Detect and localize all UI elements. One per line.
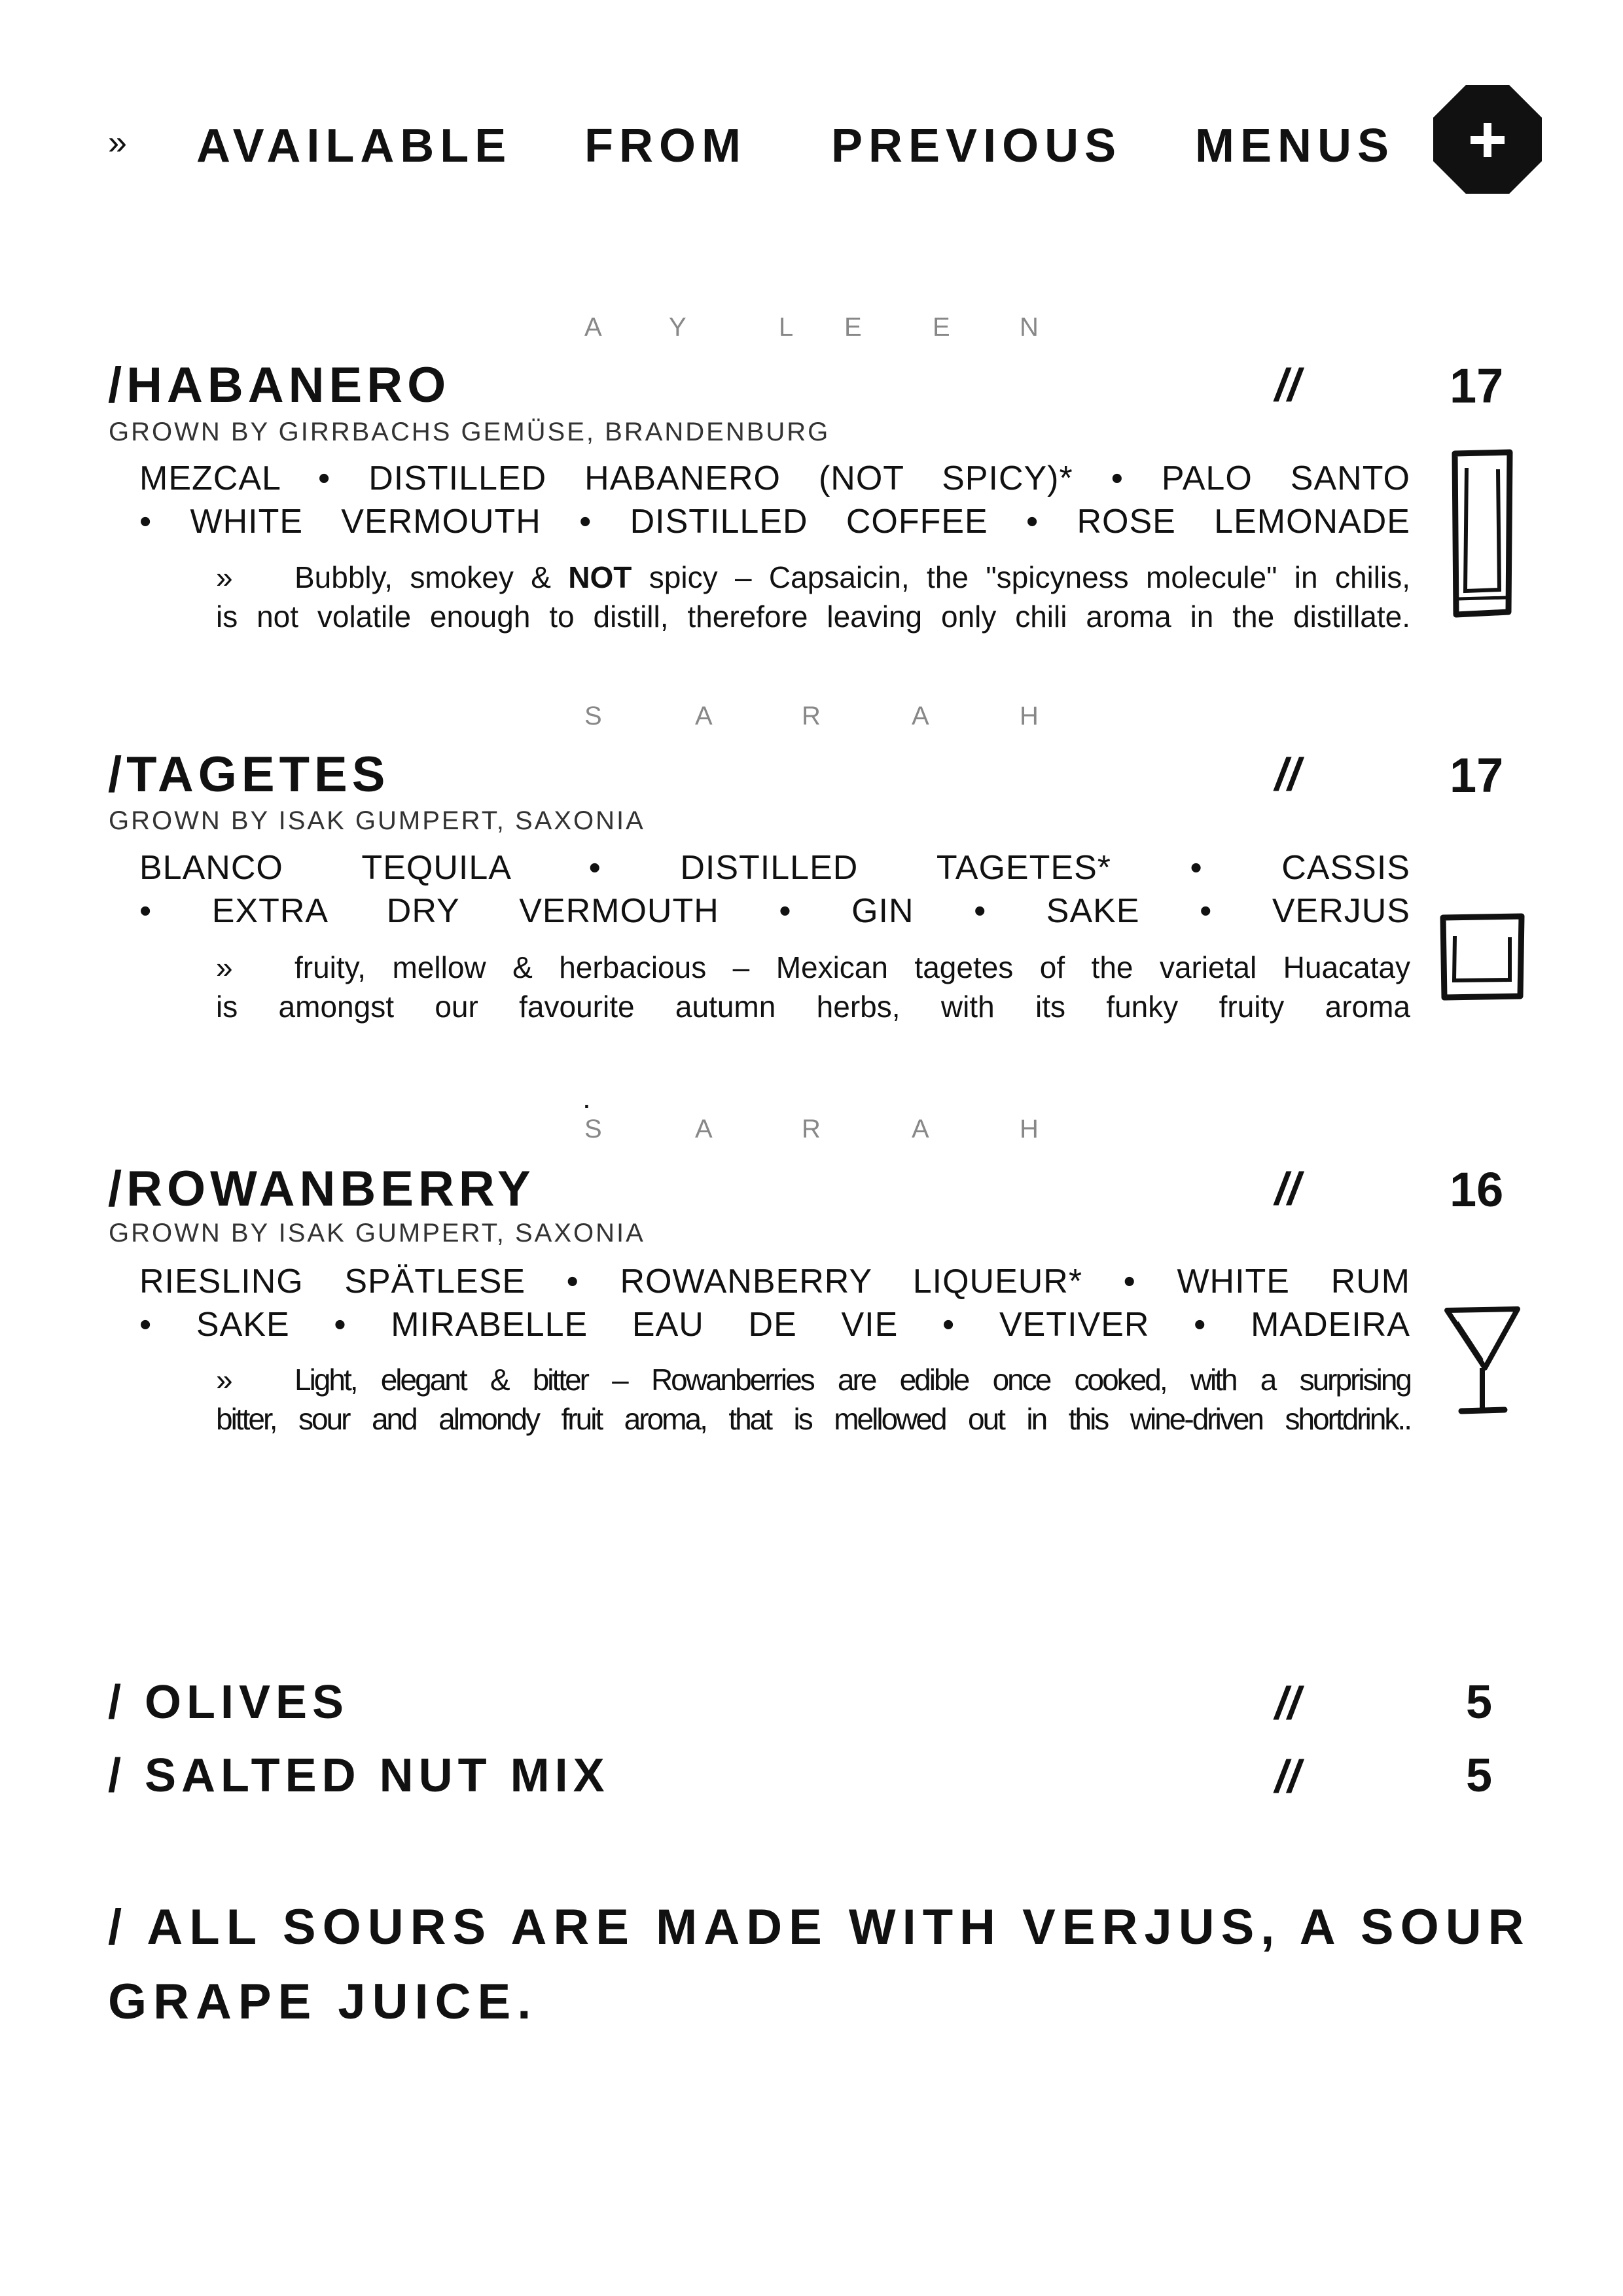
desc-line [294, 558, 1410, 597]
price-separator: // [1275, 749, 1300, 800]
drink-price: 17 [1450, 748, 1504, 802]
creator-letter: R [802, 702, 821, 730]
snack-price: 5 [1466, 1676, 1493, 1729]
creator-letter: H [1020, 702, 1039, 730]
creator-letter: Y [669, 313, 687, 342]
desc-arrow: » [216, 950, 233, 984]
desc-line: Light, elegant & bitter – Rowanberries are edible once cooked, with a surprising [294, 1363, 1410, 1397]
drink-description [216, 558, 1410, 636]
creator-letter: L [779, 313, 794, 342]
header-arrow: » [108, 124, 127, 162]
price-separator: // [1275, 1163, 1300, 1214]
ingredients [139, 457, 1410, 543]
note-line: GRAPE JUICE. [108, 1974, 538, 2030]
drink-title-habanero: /HABANERO [108, 357, 451, 413]
highball-glass-icon [1450, 448, 1515, 622]
creator-letter: S [584, 702, 602, 730]
price-separator: // [1275, 359, 1300, 410]
ingredients [139, 1260, 1410, 1346]
drink-description [216, 948, 1410, 1026]
desc-line: bitter, sour and almondy fruit aroma, that is mellowed out in this wine-driven shortdrink.. [216, 1402, 1410, 1436]
creator-letter: A [912, 702, 929, 730]
ingredients-line: BLANCO TEQUILA • DISTILLED TAGETES* • CASSIS [139, 849, 1410, 887]
creator-letter: A [584, 313, 602, 342]
ingredients-line: • EXTRA DRY VERMOUTH • GIN • SAKE • VERJUS [139, 892, 1410, 930]
desc-trailing-period: . [582, 1081, 591, 1115]
drink-title-rowanberry: /ROWANBERRY [108, 1161, 535, 1217]
desc-arrow: » [216, 1363, 233, 1397]
ingredients-line: • SAKE • MIRABELLE EAU DE VIE • VETIVER • MADEIRA [139, 1306, 1410, 1344]
drink-price: 16 [1450, 1162, 1504, 1217]
creator-letter: A [912, 1115, 929, 1143]
creator-letter: A [695, 702, 713, 730]
price-separator: // [1275, 1751, 1300, 1802]
ingredients-line: • WHITE VERMOUTH • DISTILLED COFFEE • ROSE LEMONADE [139, 503, 1410, 541]
header-word-from: FROM [584, 120, 747, 172]
desc-line: fruity, mellow & herbacious – Mexican tagetes of the varietal Huacatay [294, 950, 1410, 984]
header-word-previous: PREVIOUS [831, 120, 1122, 172]
drink-description [216, 1360, 1410, 1439]
desc-arrow: » [216, 560, 233, 594]
creator-letter: E [844, 313, 862, 342]
ingredients [139, 846, 1410, 933]
grower-line: GROWN BY ISAK GUMPERT, SAXONIA [109, 1219, 645, 1247]
desc-line: is amongst our favourite autumn herbs, with its funky fruity aroma [216, 990, 1410, 1024]
desc-text: Bubbly, smokey & [294, 560, 569, 594]
drink-price: 17 [1450, 359, 1504, 413]
stemmed-glass-icon [1443, 1302, 1522, 1420]
rocks-glass-icon [1436, 911, 1528, 1003]
header-word-available: AVAILABLE [196, 120, 512, 172]
creator-letter: N [1020, 313, 1039, 342]
snack-olives: / OLIVES [108, 1676, 349, 1729]
creator-letter: S [584, 1115, 602, 1143]
creator-letter: E [933, 313, 950, 342]
drink-title-tagetes: /TAGETES [108, 747, 390, 802]
header-word-menus: MENUS [1195, 120, 1395, 172]
note-line: / ALL SOURS ARE MADE WITH VERJUS, A SOUR [108, 1899, 1531, 1955]
grower-line: GROWN BY GIRRBACHS GEMÜSE, BRANDENBURG [109, 418, 830, 446]
creator-letter: R [802, 1115, 821, 1143]
sours-note [108, 1890, 1548, 2039]
desc-line: is not volatile enough to distill, therefore leaving only chili aroma in the distillate. [216, 600, 1410, 634]
snack-price: 5 [1466, 1749, 1493, 1802]
creator-letter: H [1020, 1115, 1039, 1143]
desc-text: spicy – Capsaicin, the "spicyness molecule" in chilis, [632, 560, 1410, 594]
price-separator: // [1275, 1677, 1300, 1729]
plus-octagon-icon [1433, 85, 1542, 194]
creator-letter: A [695, 1115, 713, 1143]
ingredients-line: MEZCAL • DISTILLED HABANERO (NOT SPICY)* • PALO SANTO [139, 459, 1410, 497]
ingredients-line: RIESLING SPÄTLESE • ROWANBERRY LIQUEUR* • WHITE RUM [139, 1263, 1410, 1300]
snack-salted-nut-mix: / SALTED NUT MIX [108, 1749, 610, 1802]
desc-bold: NOT [568, 560, 632, 594]
grower-line: GROWN BY ISAK GUMPERT, SAXONIA [109, 806, 645, 835]
